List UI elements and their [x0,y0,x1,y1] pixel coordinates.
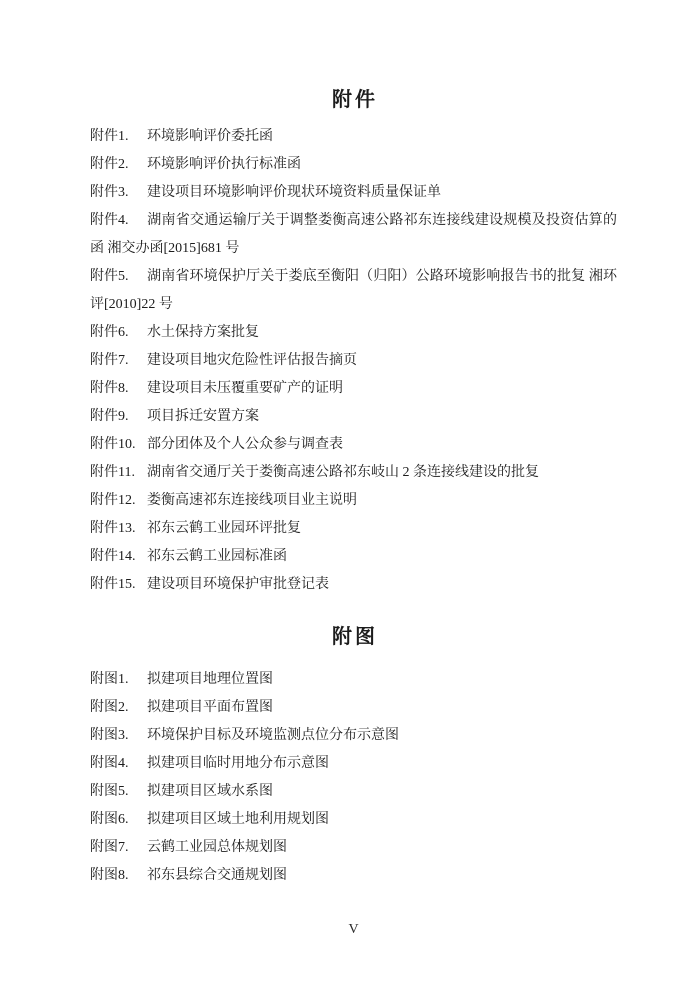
attachment-item-text: 环境影响评价执行标准函 [147,157,301,172]
attachment-item-text: 环境影响评价委托函 [147,129,273,144]
figure-item-number: 附图2. [90,700,129,715]
attachment-item-number: 附件13. [90,521,136,536]
attachments-list [90,123,617,599]
attachment-item [90,319,617,347]
attachment-item-text: 部分团体及个人公众参与调查表 [147,437,343,452]
attachment-item-text: 水土保持方案批复 [147,325,259,340]
figure-item-text: 拟建项目平面布置图 [147,700,273,715]
attachment-item-number: 附件8. [90,381,129,396]
figure-item-text: 云鹤工业园总体规划图 [147,840,287,855]
figure-item [90,722,617,750]
attachment-item [90,151,617,179]
figure-item [90,750,617,778]
figures-section-title: 附图 [332,626,378,648]
attachment-item [90,487,617,515]
attachment-item-text: 湖南省环境保护厅关于娄底至衡阳（归阳）公路环境影响报告书的批复 湘环评[2010]22 号 [90,269,617,312]
attachment-item-text: 湖南省交通运输厅关于调整娄衡高速公路祁东连接线建设规模及投资估算的函 湘交办函[2015]681 号 [90,213,617,256]
figure-item [90,834,617,862]
attachment-item-text: 建设项目环境影响评价现状环境资料质量保证单 [147,185,441,200]
figure-item-text: 环境保护目标及环境监测点位分布示意图 [147,728,399,743]
attachment-item-number: 附件5. [90,269,129,284]
figure-item-number: 附图3. [90,728,129,743]
attachment-item-text: 娄衡高速祁东连接线项目业主说明 [147,493,357,508]
attachment-item-text: 湖南省交通厅关于娄衡高速公路祁东岐山 2 条连接线建设的批复 [147,465,539,480]
figure-item-text: 祁东县综合交通规划图 [147,868,287,883]
figure-item-text: 拟建项目临时用地分布示意图 [147,756,329,771]
attachment-item-text: 建设项目地灾危险性评估报告摘页 [147,353,357,368]
figure-item-number: 附图7. [90,840,129,855]
attachment-item-text: 祁东云鹤工业园环评批复 [147,521,301,536]
attachment-item [90,515,617,543]
figure-item [90,666,617,694]
figure-item-number: 附图5. [90,784,129,799]
attachment-item [90,459,617,487]
figure-item [90,862,617,890]
figure-item-text: 拟建项目地理位置图 [147,672,273,687]
attachment-item-number: 附件3. [90,185,129,200]
attachment-item-number: 附件11. [90,465,135,480]
attachment-item-number: 附件14. [90,549,136,564]
figure-item-number: 附图4. [90,756,129,771]
figure-item-number: 附图8. [90,868,129,883]
figure-item [90,694,617,722]
attachment-item [90,375,617,403]
page-number: V [348,922,359,937]
attachment-item-number: 附件9. [90,409,129,424]
attachment-item-number: 附件15. [90,577,136,592]
attachment-item [90,403,617,431]
attachment-item-number: 附件12. [90,493,136,508]
figure-item-text: 拟建项目区域水系图 [147,784,273,799]
attachment-item-text: 祁东云鹤工业园标准函 [147,549,287,564]
attachment-item-text: 建设项目环境保护审批登记表 [147,577,329,592]
figure-item-number: 附图6. [90,812,129,827]
figure-item [90,778,617,806]
attachments-section-title: 附件 [332,89,378,111]
attachment-item-text: 项目拆迁安置方案 [147,409,259,424]
figures-list [90,666,617,890]
attachment-item-number: 附件4. [90,213,129,228]
attachment-item [90,431,617,459]
attachment-item-number: 附件1. [90,129,129,144]
attachment-item-text: 建设项目未压覆重要矿产的证明 [147,381,343,396]
attachment-item [90,179,617,207]
attachment-item [90,543,617,571]
attachment-item [90,263,617,319]
attachment-item-number: 附件10. [90,437,136,452]
attachment-item-number: 附件7. [90,353,129,368]
attachment-item [90,571,617,599]
attachment-item [90,207,617,263]
attachment-item [90,123,617,151]
figure-item-text: 拟建项目区域土地利用规划图 [147,812,329,827]
attachment-item-number: 附件2. [90,157,129,172]
attachment-item-number: 附件6. [90,325,129,340]
figure-item-number: 附图1. [90,672,129,687]
attachment-item [90,347,617,375]
figure-item [90,806,617,834]
